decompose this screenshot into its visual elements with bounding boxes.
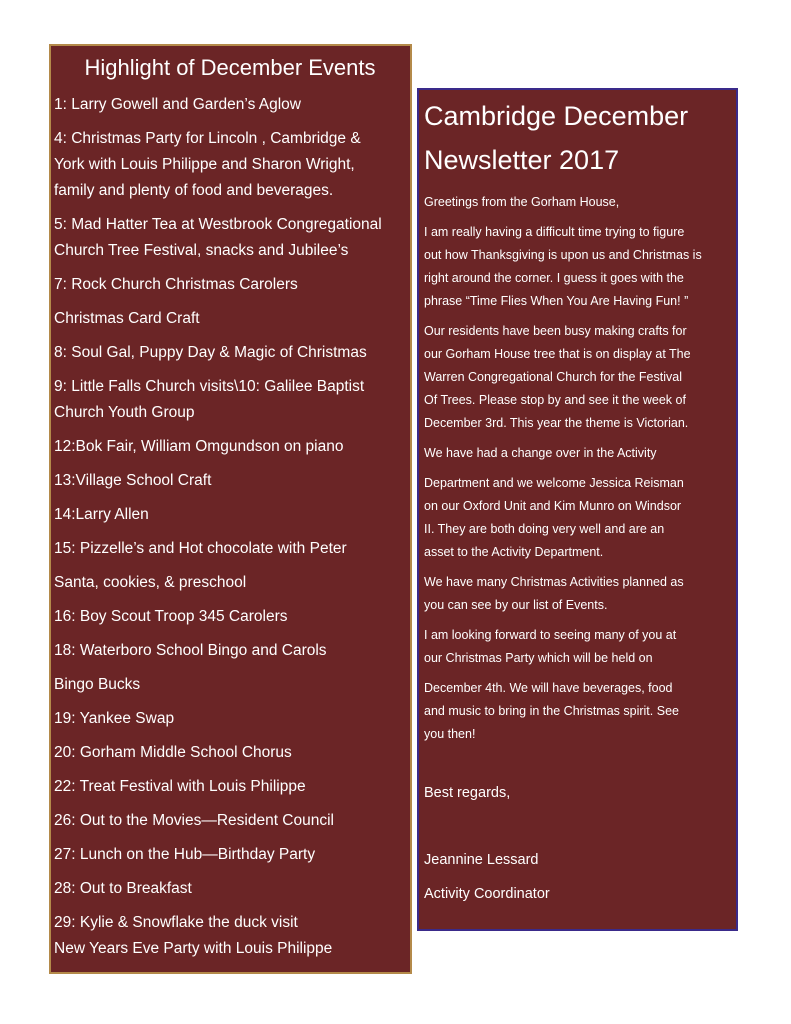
- event-item-line: 26: Out to the Movies—Resident Council: [54, 812, 334, 829]
- event-item: [54, 910, 406, 962]
- newsletter-paragraph-line: you then!: [424, 727, 476, 741]
- event-item-line: Church Tree Festival, snacks and Jubilee’s: [54, 242, 349, 259]
- event-item-line: 13:Village School Craft: [54, 472, 212, 489]
- event-item: [54, 774, 406, 800]
- newsletter-paragraph: [424, 472, 732, 564]
- newsletter-paragraph-line: December 3rd. This year the theme is Victorian.: [424, 416, 689, 430]
- event-item: [54, 638, 406, 664]
- newsletter-body: [424, 191, 732, 746]
- event-item-line: 9: Little Falls Church visits\10: Galilee Baptist: [54, 378, 365, 395]
- event-item-line: 19: Yankee Swap: [54, 710, 175, 727]
- event-item: [54, 126, 406, 204]
- newsletter-paragraph: [424, 320, 732, 435]
- newsletter-paragraph-line: Our residents have been busy making crafts for: [424, 324, 687, 338]
- event-item-line: 12:Bok Fair, William Omgundson on piano: [54, 438, 344, 455]
- newsletter-title: [424, 94, 732, 182]
- event-item-line: 29: Kylie & Snowflake the duck visit: [54, 914, 298, 931]
- newsletter-title-line2: Newsletter 2017: [424, 145, 620, 175]
- signature-title: Activity Coordinator: [424, 886, 550, 902]
- newsletter-paragraph-line: Warren Congregational Church for the Festival: [424, 370, 682, 384]
- event-item-line: Christmas Card Craft: [54, 310, 200, 327]
- event-item: [54, 306, 406, 332]
- event-item: [54, 212, 406, 264]
- newsletter-paragraph-line: We have had a change over in the Activity: [424, 446, 657, 460]
- event-item-line: 8: Soul Gal, Puppy Day & Magic of Christmas: [54, 344, 367, 361]
- event-item: [54, 502, 406, 528]
- newsletter-paragraph-line: and music to bring in the Christmas spirit. See: [424, 704, 679, 718]
- event-item-line: New Years Eve Party with Louis Philippe: [54, 940, 333, 957]
- event-item: [54, 92, 406, 118]
- newsletter-paragraph-line: out how Thanksgiving is upon us and Christmas is: [424, 248, 702, 262]
- event-item-line: 27: Lunch on the Hub—Birthday Party: [54, 846, 316, 863]
- event-item-line: 28: Out to Breakfast: [54, 880, 192, 897]
- event-item: [54, 536, 406, 562]
- event-item-line: 18: Waterboro School Bingo and Carols: [54, 642, 327, 659]
- newsletter-paragraph: [424, 624, 732, 670]
- event-item: [54, 842, 406, 868]
- closing: Best regards,: [424, 785, 511, 801]
- events-title: Highlight of December Events: [84, 55, 376, 80]
- newsletter-paragraph-line: I am really having a difficult time trying to figure: [424, 225, 685, 239]
- newsletter-paragraph: [424, 191, 732, 214]
- event-item: [54, 468, 406, 494]
- events-panel: [49, 44, 412, 974]
- newsletter-paragraph: [424, 221, 732, 313]
- newsletter-paragraph-line: II. They are both doing very well and are an: [424, 522, 665, 536]
- newsletter-paragraph-line: Greetings from the Gorham House,: [424, 195, 620, 209]
- newsletter-panel: [417, 88, 738, 931]
- event-item: [54, 340, 406, 366]
- newsletter-paragraph-line: Of Trees. Please stop by and see it the week of: [424, 393, 686, 407]
- newsletter-paragraph-line: Department and we welcome Jessica Reisman: [424, 476, 684, 490]
- newsletter-paragraph-line: I am looking forward to seeing many of you at: [424, 628, 677, 642]
- event-item: [54, 706, 406, 732]
- event-item-line: 22: Treat Festival with Louis Philippe: [54, 778, 306, 795]
- newsletter-title-line1: Cambridge December: [424, 101, 689, 131]
- newsletter-paragraph-line: on our Oxford Unit and Kim Munro on Windsor: [424, 499, 682, 513]
- event-item-line: Bingo Bucks: [54, 676, 141, 693]
- event-item-line: York with Louis Philippe and Sharon Wright,: [54, 156, 355, 173]
- event-item: [54, 272, 406, 298]
- signature-name: Jeannine Lessard: [424, 852, 539, 868]
- event-item: [54, 740, 406, 766]
- event-item-line: 20: Gorham Middle School Chorus: [54, 744, 292, 761]
- newsletter-paragraph-line: you can see by our list of Events.: [424, 598, 608, 612]
- newsletter-paragraph-line: We have many Christmas Activities planned as: [424, 575, 684, 589]
- event-item-line: family and plenty of food and beverages.: [54, 182, 334, 199]
- event-item-line: 7: Rock Church Christmas Carolers: [54, 276, 298, 293]
- newsletter-paragraph-line: our Gorham House tree that is on display at The: [424, 347, 691, 361]
- event-item: [54, 604, 406, 630]
- event-item: [54, 570, 406, 596]
- event-item-line: 5: Mad Hatter Tea at Westbrook Congregational: [54, 216, 382, 233]
- event-item-line: 16: Boy Scout Troop 345 Carolers: [54, 608, 288, 625]
- event-item: [54, 808, 406, 834]
- event-item-line: Church Youth Group: [54, 404, 195, 421]
- newsletter-paragraph-line: phrase “Time Flies When You Are Having Fun! ”: [424, 294, 689, 308]
- newsletter-paragraph: [424, 571, 732, 617]
- event-item: [54, 672, 406, 698]
- events-list: [54, 92, 406, 962]
- newsletter-paragraph-line: December 4th. We will have beverages, food: [424, 681, 673, 695]
- event-item-line: 15: Pizzelle’s and Hot chocolate with Peter: [54, 540, 347, 557]
- event-item: [54, 374, 406, 426]
- newsletter-paragraph-line: right around the corner. I guess it goes with the: [424, 271, 684, 285]
- newsletter-paragraph: [424, 442, 732, 465]
- newsletter-paragraph-line: our Christmas Party which will be held on: [424, 651, 653, 665]
- event-item: [54, 434, 406, 460]
- event-item-line: 1: Larry Gowell and Garden’s Aglow: [54, 96, 301, 113]
- newsletter-paragraph: [424, 677, 732, 746]
- event-item-line: Santa, cookies, & preschool: [54, 574, 247, 591]
- newsletter-paragraph-line: asset to the Activity Department.: [424, 545, 604, 559]
- event-item-line: 14:Larry Allen: [54, 506, 149, 523]
- event-item-line: 4: Christmas Party for Lincoln , Cambridge &: [54, 130, 361, 147]
- event-item: [54, 876, 406, 902]
